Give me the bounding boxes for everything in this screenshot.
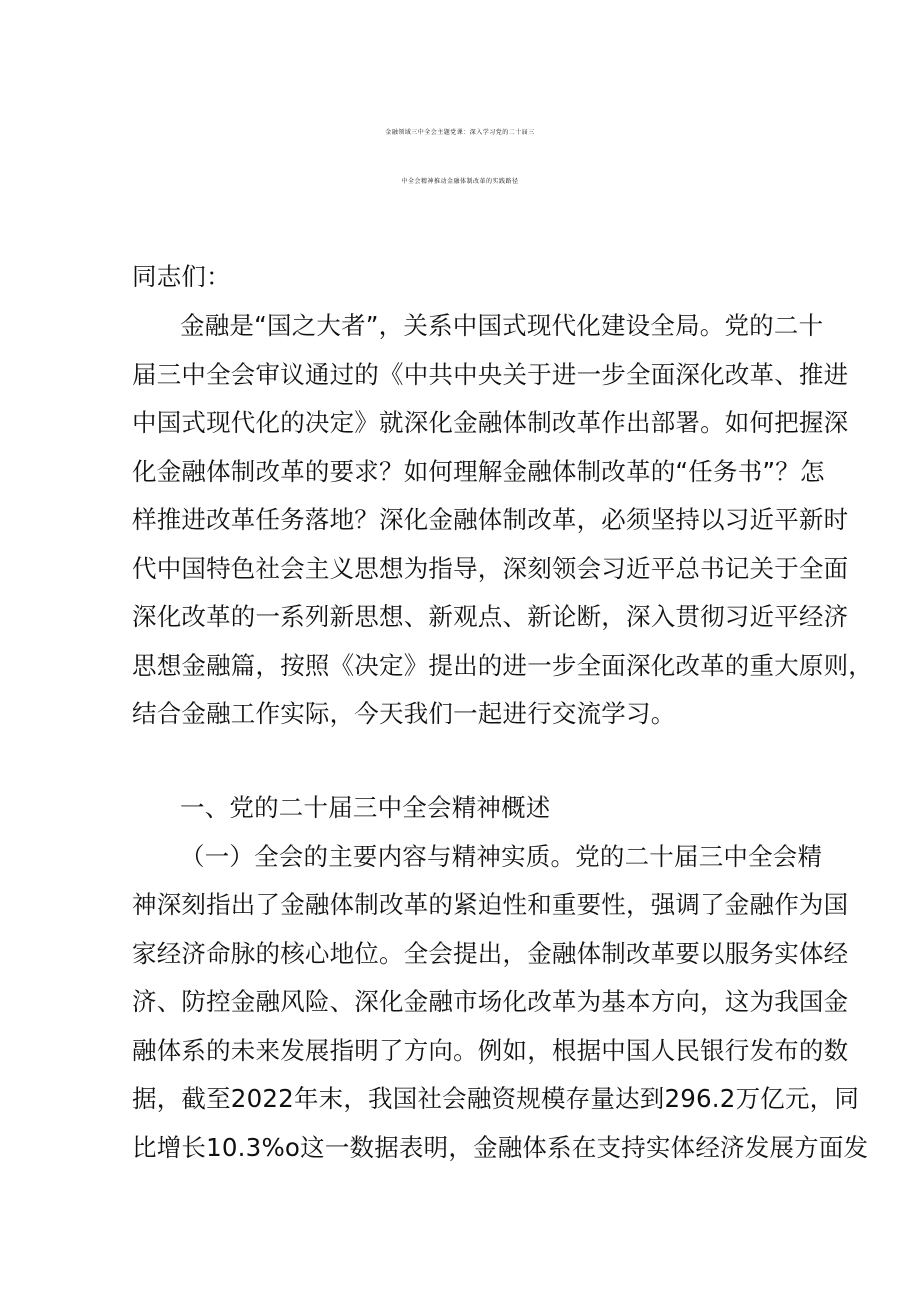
section-heading: 一、党的二十届三中全会精神概述 — [180, 793, 551, 822]
intro-line-1: 金融是“国之大者”，关系中国式现代化建设全局。党的二十 — [180, 311, 824, 340]
subsection-line-5: 融体系的未来发展指明了方向。例如，根据中国人民银行发布的数 — [132, 1036, 849, 1065]
subsection-line-4: 济、防控金融风险、深化金融市场化改革为基本方向，这为我国金 — [132, 987, 849, 1016]
intro-line-6: 代中国特色社会主义思想为指导，深刻领会习近平总书记关于全面 — [132, 554, 849, 583]
intro-line-4: 化金融体制改革的要求？如何理解金融体制改革的“任务书”？怎 — [132, 457, 825, 486]
intro-line-3: 中国式现代化的决定》就深化金融体制改革作出部署。如何把握深 — [132, 408, 849, 437]
intro-line-9: 结合金融工作实际，今天我们一起进行交流学习。 — [132, 699, 676, 728]
document-title-line-1: 金融领域三中全会主题党课：深入学习党的二十届三 — [385, 129, 535, 136]
subsection-line-1: （一）全会的主要内容与精神实质。党的二十届三中全会精 — [180, 842, 823, 871]
subsection-line-7: 比增长10.3%o这一数据表明，金融体系在支持实体经济发展方面发 — [132, 1133, 869, 1162]
intro-line-5: 样推进改革任务落地？深化金融体制改革，必须坚持以习近平新时 — [132, 505, 849, 534]
intro-line-7: 深化改革的一系列新思想、新观点、新论断，深入贯彻习近平经济 — [132, 602, 849, 631]
subsection-line-3: 家经济命脉的核心地位。全会提出，金融体制改革要以服务实体经 — [132, 939, 849, 968]
subsection-line-2: 神深刻指出了金融体制改革的紧迫性和重要性，强调了金融作为国 — [132, 890, 849, 919]
intro-line-8: 思想金融篇，按照《决定》提出的进一步全面深化改革的重大原则， — [132, 651, 873, 680]
document-title-line-2: 中全会精神推动金融体制改革的实践路径 — [401, 178, 519, 185]
salutation: 同志们： — [132, 262, 231, 291]
subsection-line-6: 据，截至2022年末，我国社会融资规模存量达到296.2万亿元，同 — [132, 1084, 860, 1113]
intro-line-2: 届三中全会审议通过的《中共中央关于进一步全面深化改革、推进 — [132, 360, 849, 389]
